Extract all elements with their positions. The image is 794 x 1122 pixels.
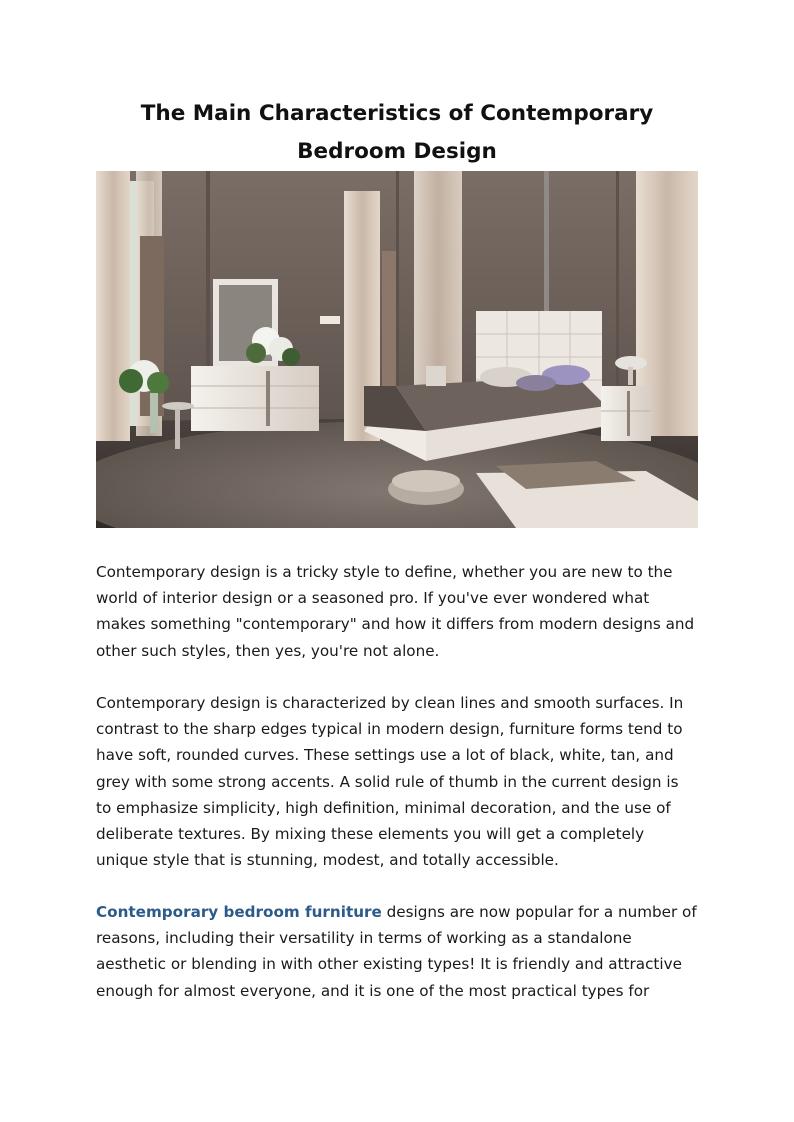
paragraph-1 bbox=[96, 559, 698, 664]
paragraph-3-body: designs are now popular for a number of reasons, including their versatility in terms of working as a standalone aesthetic or blending in with other existing types! It is friendly and attractive enough for almost everyone, and it is one of the most practical types for bbox=[96, 903, 697, 1000]
bedroom-photo bbox=[96, 171, 698, 528]
paragraph-2-text: Contemporary design is characterized by clean lines and smooth surfaces. In contrast to the sharp edges typical in modern design, furniture forms tend to have soft, rounded curves. These settings use a lot of black, white, tan, and grey with some strong accents. A solid rule of thumb in the current design is to emphasize simplicity, high definition, minimal decoration, and the use of deliberate textures. By mixing these elements you will get a completely unique style that is stunning, modest, and totally accessible. bbox=[96, 694, 684, 870]
document-title: The Main Characteristics of Contemporary Bedroom Design bbox=[140, 101, 654, 164]
bedroom-photo-illustration bbox=[96, 171, 698, 528]
contemporary-bedroom-furniture-link[interactable]: Contemporary bedroom furniture bbox=[96, 903, 382, 921]
paragraph-1-text: Contemporary design is a tricky style to define, whether you are new to the world of interior design or a seasoned pro. If you've ever wondered what makes something "contemporary" and how it differs from modern designs and other such styles, then yes, you're not alone. bbox=[96, 563, 695, 660]
paragraph-2 bbox=[96, 690, 698, 873]
paragraph-3-text bbox=[96, 899, 698, 1004]
paragraph-3 bbox=[96, 899, 698, 1004]
